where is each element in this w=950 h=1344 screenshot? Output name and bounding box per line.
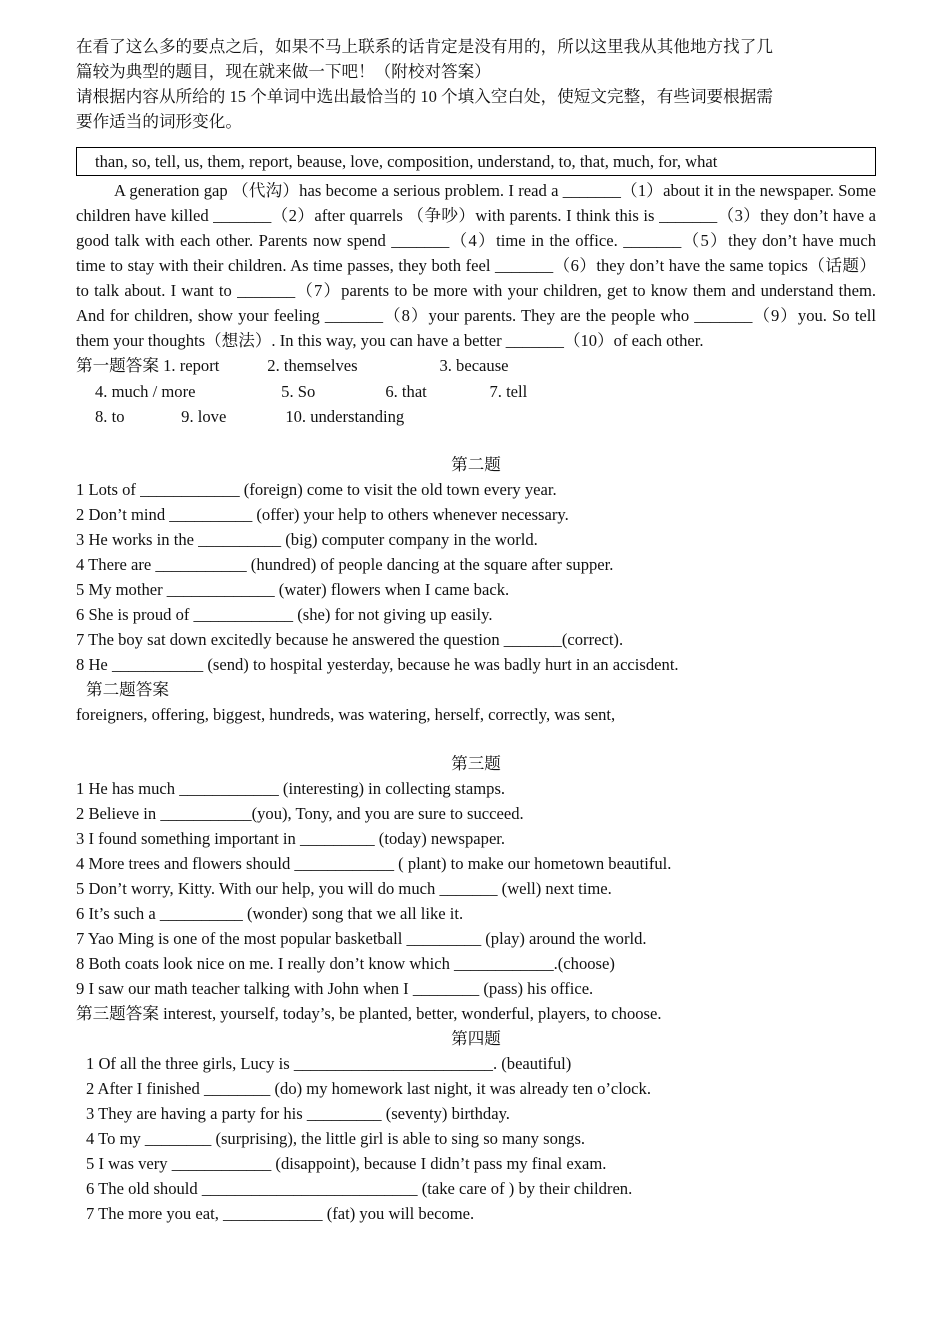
question-item: 4 There are ___________ (hundred) of people dancing at the square after supper. [76, 554, 614, 574]
question-item: 9 I saw our math teacher talking with John when I ________ (pass) his office. [76, 978, 594, 998]
question-item: 5 Don’t worry, Kitty. With our help, you will do much _______ (well) next time. [76, 878, 612, 898]
question-item: 6 The old should __________________________ (take care of ) by their children. [86, 1178, 633, 1198]
question-item: 1 He has much ____________ (interesting) in collecting stamps. [76, 778, 506, 798]
intro-line: 在看了这么多的要点之后，如果不马上联系的话肯定是没有用的，所以这里我从其他地方找了几 [76, 37, 773, 56]
section-title: 第四题 [451, 1028, 501, 1048]
answer-row [76, 379, 876, 405]
section-title: 第三题 [451, 753, 501, 773]
question-item: 4 To my ________ (surprising), the little girl is able to sing so many songs. [86, 1128, 586, 1148]
question-item: 1 Of all the three girls, Lucy is ________________________. (beautiful) [86, 1053, 572, 1073]
answer-item: 6. that [385, 381, 427, 401]
answer-item: 7. tell [489, 381, 528, 401]
section-title: 第二题 [451, 454, 501, 474]
question-item: 5 I was very ____________ (disappoint), because I didn’t pass my final exam. [86, 1153, 607, 1173]
question-item: 2 Don’t mind __________ (offer) your help to others whenever necessary. [76, 504, 569, 524]
section-2 [76, 452, 876, 727]
answer-item: 1. report [163, 356, 220, 375]
question-item: 8 Both coats look nice on me. I really don’t know which ____________.(choose) [76, 953, 615, 973]
question-item: 8 He ___________ (send) to hospital yesterday, because he was badly hurt in an accisdent. [76, 654, 679, 674]
section-4 [76, 1026, 876, 1226]
answers-label: 第二题答案 [86, 679, 169, 699]
question-item: 3 They are having a party for his _________ (seventy) birthday. [86, 1103, 510, 1123]
question-item: 6 It’s such a __________ (wonder) song that we all like it. [76, 903, 464, 923]
answer-item: 4. much / more [95, 381, 196, 401]
cloze-passage: A generation gap （代沟）has become a serious problem. I read a _______（1）about it in the newspaper. Some children have killed _______（2）after quarrels （争吵）with parents. I think this is _______（3）they don’t have a good talk with each other. Parents now spend _______（4）time in the office. _______（5）they don’t have much time to stay with their children. As time passes, they both feel _______（6）they don’t have the same topics（话题）to talk about. I want to _______（7）parents to be more with your children, get to know them and understand them. And for children, show your feeling _______（8）your parents. They are the people who _______（9）you. So tell them your thoughts（想法）. In this way, you can have a better _______（10）of each other. [76, 181, 876, 350]
answers-text: foreigners, offering, biggest, hundreds, was watering, herself, correctly, was sent, [76, 704, 616, 724]
question-item: 2 Believe in ___________(you), Tony, and you are sure to succeed. [76, 803, 524, 823]
answers-text: interest, yourself, today’s, be planted, better, wonderful, players, to choose. [163, 1003, 662, 1023]
question-item: 4 More trees and flowers should ____________ ( plant) to make our hometown beautiful. [76, 853, 672, 873]
intro-text [76, 34, 876, 134]
answer-item: 5. So [281, 381, 316, 401]
question-item: 3 He works in the __________ (big) computer company in the world. [76, 529, 538, 549]
answer-item: 9. love [181, 407, 227, 426]
question-item: 6 She is proud of ____________ (she) for not giving up easily. [76, 604, 493, 624]
question-item: 7 The more you eat, ____________ (fat) you will become. [86, 1203, 475, 1223]
intro-line: 篇较为典型的题目，现在就来做一下吧！（附校对答案） [76, 62, 491, 81]
question-item: 1 Lots of ____________ (foreign) come to visit the old town every year. [76, 479, 557, 499]
question-item: 7 The boy sat down excitedly because he answered the question _______(correct). [76, 629, 624, 649]
section1-answers [76, 353, 876, 430]
intro-line: 要作适当的词形变化。 [76, 112, 242, 131]
section-3 [76, 751, 876, 1026]
answer-item: 3. because [439, 356, 509, 375]
worksheet-page [76, 34, 876, 1226]
question-item: 7 Yao Ming is one of the most popular basketball _________ (play) around the world. [76, 928, 647, 948]
word-bank-box: than, so, tell, us, them, report, beause, love, composition, understand, to, that, much, for, what [76, 147, 876, 176]
intro-line: 请根据内容从所给的 15 个单词中选出最恰当的 10 个填入空白处，使短文完整，有些词要根据需 [76, 87, 773, 106]
answers-label: 第一题答案 [76, 356, 159, 375]
answer-item: 10. understanding [285, 407, 405, 426]
question-item: 5 My mother _____________ (water) flowers when I came back. [76, 579, 510, 599]
answers-label: 第三题答案 [76, 1003, 159, 1023]
question-item: 3 I found something important in _________ (today) newspaper. [76, 828, 506, 848]
answer-row [76, 353, 876, 379]
answer-row [76, 404, 876, 430]
answer-item: 2. themselves [267, 356, 358, 375]
question-item: 2 After I finished ________ (do) my homework last night, it was already ten o’clock. [86, 1078, 651, 1098]
answer-item: 8. to [95, 407, 125, 426]
answers-row [76, 1001, 876, 1026]
